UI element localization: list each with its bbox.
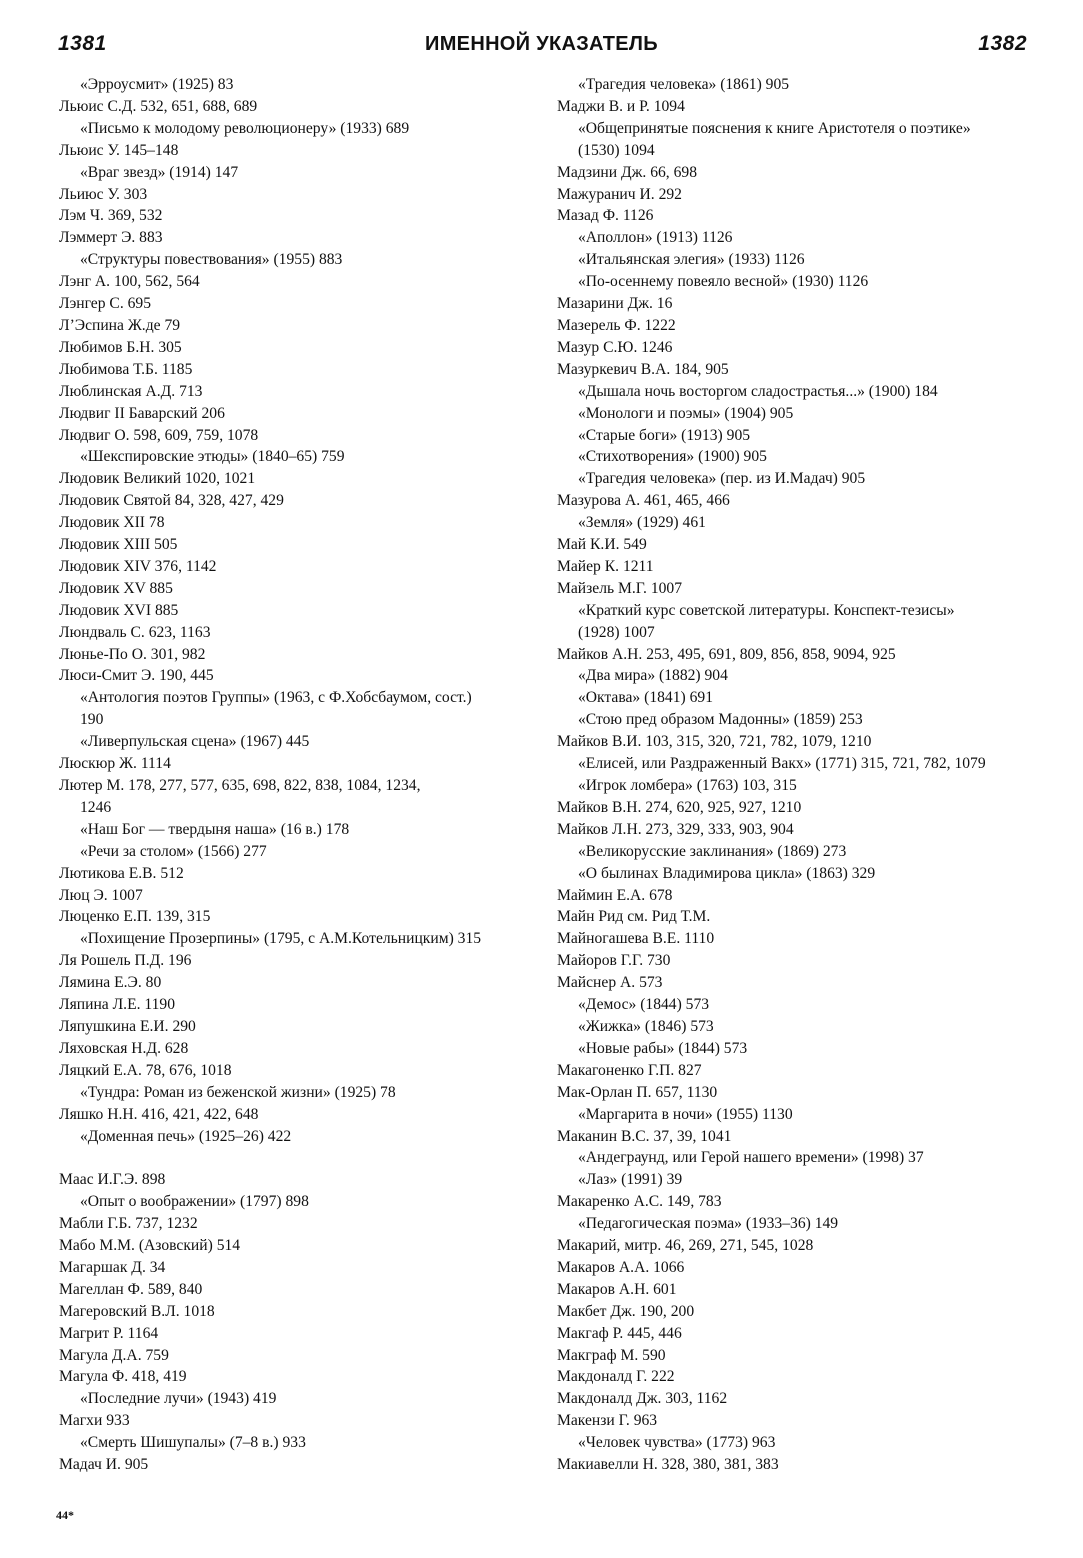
page-number-right: 1382	[978, 32, 1027, 55]
index-entry: Майков А.Н. 253, 495, 691, 809, 856, 858, 9094, 925	[557, 645, 896, 663]
index-subentry: «Аполлон» (1913) 1126	[578, 229, 733, 247]
index-entry: Ля Рошель П.Д. 196	[59, 952, 192, 970]
index-entry: Мажуранич И. 292	[557, 185, 682, 203]
index-entry: Макензи Г. 963	[557, 1412, 658, 1430]
index-subentry: «О былинах Владимирова цикла» (1863) 329	[578, 864, 876, 882]
index-subentry: «Маргарита в ночи» (1955) 1130	[578, 1105, 793, 1123]
index-subentry: «Старые боги» (1913) 905	[578, 426, 751, 444]
index-entry: Люблинская А.Д. 713	[59, 382, 203, 400]
section-gap	[59, 1147, 533, 1169]
index-subentry: «Человек чувства» (1773) 963	[578, 1434, 776, 1452]
index-entry: Макдоналд Дж. 303, 1162	[557, 1390, 728, 1408]
index-subentry: «Враг звезд» (1914) 147	[80, 163, 239, 181]
index-entry: 1246	[80, 798, 112, 816]
index-subentry: «Письмо к молодому революционеру» (1933) 689	[80, 119, 410, 137]
index-subentry: «Структуры повествования» (1955) 883	[80, 251, 343, 269]
index-subentry: «Андеграунд, или Герой нашего времени» (1998) 37	[578, 1149, 924, 1167]
index-subentry: «Краткий курс советской литературы. Конспект-тезисы»	[578, 601, 955, 619]
index-entry: Любимов Б.Н. 305	[59, 338, 182, 356]
index-subentry: «Последние лучи» (1943) 419	[80, 1390, 277, 1408]
index-entry: Майзель М.Г. 1007	[557, 579, 683, 597]
index-entry: Майснер А. 573	[557, 974, 663, 992]
page-header	[0, 30, 1083, 66]
index-entry: Людовик XVI 885	[59, 601, 179, 619]
index-entry: Лэнгер С. 695	[59, 295, 152, 313]
index-entry: Людовик XV 885	[59, 579, 173, 597]
index-entry: Мазад Ф. 1126	[557, 207, 654, 225]
index-entry: Магеровский В.Л. 1018	[59, 1302, 215, 1320]
index-subentry: «Доменная печь» (1925–26) 422	[80, 1127, 292, 1145]
index-subentry: «Земля» (1929) 461	[578, 514, 706, 532]
index-subentry: «Общепринятые пояснения к книге Аристотеля о поэтике»	[578, 119, 971, 137]
index-entry: Мадзини Дж. 66, 698	[557, 163, 697, 181]
index-entry: Макграф М. 590	[557, 1346, 666, 1364]
index-entry: Льюис С.Д. 532, 651, 688, 689	[59, 97, 258, 115]
index-subentry: (1928) 1007	[578, 623, 655, 641]
index-entry: Людовик Великий 1020, 1021	[59, 470, 256, 488]
index-entry: Мазурова А. 461, 465, 466	[557, 492, 730, 510]
index-entry: Макдоналд Г. 222	[557, 1368, 675, 1386]
index-entry: Мазерель Ф. 1222	[557, 316, 676, 334]
index-subentry: 190	[80, 711, 104, 729]
index-entry: Людовик XII 78	[59, 514, 165, 532]
index-entry: Магхи 933	[59, 1412, 130, 1430]
page-number-left: 1381	[58, 32, 107, 55]
index-column-right	[557, 74, 1029, 1476]
index-entry: Лютикова Е.В. 512	[59, 864, 184, 882]
index-column-left	[59, 74, 533, 1476]
index-entry: Макгаф Р. 445, 446	[557, 1324, 682, 1342]
index-entry: Люценко Е.П. 139, 315	[59, 908, 211, 926]
index-entry: Лямина Е.Э. 80	[59, 974, 162, 992]
index-subentry: «Педагогическая поэма» (1933–36) 149	[578, 1215, 839, 1233]
index-entry: Майер К. 1211	[557, 557, 654, 575]
index-subentry: «Трагедия человека» (пер. из И.Мадач) 905	[578, 470, 866, 488]
index-entry: Маймин Е.А. 678	[557, 886, 673, 904]
index-entry: Людовик Святой 84, 328, 427, 429	[59, 492, 284, 510]
index-entry: Магаршак Д. 34	[59, 1258, 166, 1276]
index-subentry: «Стою пред образом Мадонны» (1859) 253	[578, 711, 863, 729]
index-entry: Люц Э. 1007	[59, 886, 143, 904]
index-entry: Ляпушкина Е.И. 290	[59, 1017, 196, 1035]
index-entry: Магула Д.А. 759	[59, 1346, 169, 1364]
index-subentry: «Тундра: Роман из беженской жизни» (1925) 78	[80, 1083, 396, 1101]
index-entry: Лэммерт Э. 883	[59, 229, 163, 247]
index-entry: Люси-Смит Э. 190, 445	[59, 667, 214, 685]
index-entry: Маас И.Г.Э. 898	[59, 1171, 166, 1189]
index-subentry: «Шекспировские этюды» (1840–65) 759	[80, 448, 345, 466]
index-entry: Ляпина Л.Е. 1190	[59, 996, 176, 1014]
index-subentry: «По-осеннему повеяло весной» (1930) 1126	[578, 273, 869, 291]
index-entry: Лютер М. 178, 277, 577, 635, 698, 822, 838, 1084, 1234,	[59, 777, 421, 794]
index-subentry: «Два мира» (1882) 904	[578, 667, 728, 685]
index-subentry: «Стихотворения» (1900) 905	[578, 448, 767, 466]
index-entry: Мадач И. 905	[59, 1456, 149, 1474]
index-entry: Магула Ф. 418, 419	[59, 1368, 187, 1386]
index-subentry: «Игрок ломбера» (1763) 103, 315	[578, 777, 797, 794]
index-entry: Макарий, митр. 46, 269, 271, 545, 1028	[557, 1237, 814, 1255]
index-entry: Л’Эспина Ж.де 79	[59, 316, 181, 334]
index-subentry: «Жижка» (1846) 573	[578, 1017, 714, 1035]
index-entry: Ляцкий Е.А. 78, 676, 1018	[59, 1061, 232, 1079]
index-subentry: «Елисей, или Раздраженный Вакх» (1771) 315, 721, 782, 1079	[578, 755, 986, 773]
index-entry: Льиюс У. 303	[59, 185, 148, 203]
index-subentry: «Новые рабы» (1844) 573	[578, 1039, 748, 1057]
index-subentry: «Похищение Прозерпины» (1795, с А.М.Котельницким) 315	[80, 930, 482, 948]
index-subentry: «Опыт о воображении» (1797) 898	[80, 1193, 309, 1211]
index-entry: Макаренко А.С. 149, 783	[557, 1193, 722, 1211]
index-entry: Макбет Дж. 190, 200	[557, 1302, 695, 1320]
index-entry: Льюис У. 145–148	[59, 141, 179, 159]
index-entry: Людовик XIV 376, 1142	[59, 557, 217, 575]
index-entry: Мабли Г.Б. 737, 1232	[59, 1215, 198, 1233]
index-entry: Макаров А.Н. 601	[557, 1280, 677, 1298]
index-entry: Люнье-По О. 301, 982	[59, 645, 206, 663]
index-entry: Любимова Т.Б. 1185	[59, 360, 193, 378]
index-entry: Мабо М.М. (Азовский) 514	[59, 1237, 241, 1255]
index-subentry: «Эрроусмит» (1925) 83	[80, 76, 234, 93]
index-subentry: «Трагедия человека» (1861) 905	[578, 76, 790, 93]
index-entry: Майков В.И. 103, 315, 320, 721, 782, 1079, 1210	[557, 733, 872, 751]
index-entry: Люскюр Ж. 1114	[59, 755, 171, 773]
index-subentry: «Итальянская элегия» (1933) 1126	[578, 251, 805, 269]
index-entry: Людвиг II Баварский 206	[59, 404, 225, 422]
index-entry: Магеллан Ф. 589, 840	[59, 1280, 203, 1298]
index-entry: Ляшко Н.Н. 416, 421, 422, 648	[59, 1105, 259, 1123]
index-entry: Людвиг О. 598, 609, 759, 1078	[59, 426, 259, 444]
index-subentry: (1530) 1094	[578, 141, 655, 159]
index-entry: Лэнг А. 100, 562, 564	[59, 273, 200, 291]
index-entry: Мазарини Дж. 16	[557, 295, 673, 313]
index-entry: Майоров Г.Г. 730	[557, 952, 671, 970]
index-entry: Макиавелли Н. 328, 380, 381, 383	[557, 1456, 779, 1474]
index-subentry: «Монологи и поэмы» (1904) 905	[578, 404, 794, 422]
index-subentry: «Дышала ночь восторгом сладострастья...» (1900) 184	[578, 382, 938, 400]
index-entry: Люндваль С. 623, 1163	[59, 623, 211, 641]
index-entry: Мазуркевич В.А. 184, 905	[557, 360, 729, 378]
index-entry: Макагоненко Г.П. 827	[557, 1061, 702, 1079]
index-subentry: «Октава» (1841) 691	[578, 689, 713, 707]
index-entry: Мазур С.Ю. 1246	[557, 338, 673, 356]
index-entry: Майков В.Н. 274, 620, 925, 927, 1210	[557, 798, 802, 816]
index-subentry: «Великорусские заклинания» (1869) 273	[578, 842, 847, 860]
index-subentry: «Наш Бог — твердыня наша» (16 в.) 178	[80, 820, 350, 838]
index-entry: Макаров А.А. 1066	[557, 1258, 685, 1276]
index-entry: Ляховская Н.Д. 628	[59, 1039, 189, 1057]
index-subentry: «Ливерпульская сцена» (1967) 445	[80, 733, 310, 751]
index-entry: Май К.И. 549	[557, 536, 647, 554]
index-entry: Мак-Орлан П. 657, 1130	[557, 1083, 718, 1101]
index-subentry: «Смерть Шишупалы» (7–8 в.) 933	[80, 1434, 306, 1452]
index-subentry: «Лаз» (1991) 39	[578, 1171, 683, 1189]
index-entry: Лэм Ч. 369, 532	[59, 207, 163, 225]
index-entry: Маканин В.С. 37, 39, 1041	[557, 1127, 732, 1145]
page-title: ИМЕННОЙ УКАЗАТЕЛЬ	[425, 33, 658, 55]
index-entry: Людовик XIII 505	[59, 536, 178, 554]
index-entry: Магрит Р. 1164	[59, 1324, 159, 1342]
index-subentry: «Антология поэтов Группы» (1963, с Ф.Хобсбаумом, сост.)	[80, 689, 472, 707]
signature-mark: 44*	[56, 1508, 74, 1522]
index-entry: Маджи В. и Р. 1094	[557, 97, 685, 115]
index-entry: Майн Рид см. Рид Т.М.	[557, 908, 711, 926]
index-subentry: «Речи за столом» (1566) 277	[80, 842, 267, 860]
index-entry: Майногашева В.Е. 1110	[557, 930, 715, 948]
index-subentry: «Демос» (1844) 573	[578, 996, 710, 1014]
index-entry: Майков Л.Н. 273, 329, 333, 903, 904	[557, 820, 794, 838]
